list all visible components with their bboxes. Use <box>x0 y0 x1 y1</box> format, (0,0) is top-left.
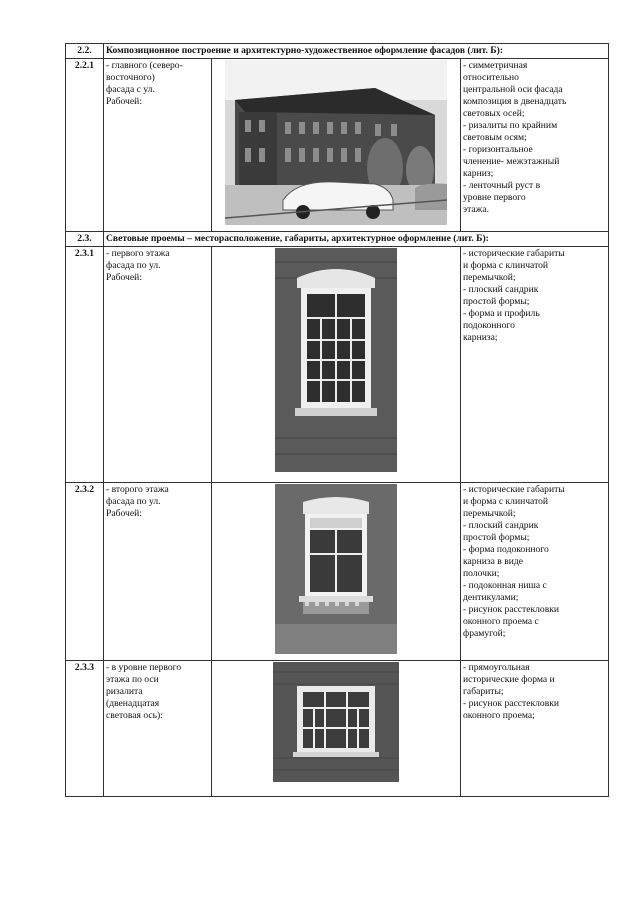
section-number: 2.2. <box>66 44 104 59</box>
location-text: - первого этажа фасада по ул. Рабочей: <box>106 248 170 283</box>
table-row <box>66 661 609 797</box>
location-text: - главного (северо- восточного) фасада с ул. Рабочей: <box>106 60 183 107</box>
window-photo-cell <box>212 661 461 797</box>
table-row <box>66 483 609 661</box>
facade-photo <box>225 60 447 225</box>
window-photo <box>275 248 397 472</box>
row-number: 2.2.1 <box>66 59 104 232</box>
notes-text: - симметричная относительно центральной оси фасада композиция в двенадцать световых осей; - ризалиты по крайним световым осям; - горизонтальное членение- межэтажный карниз; - ленточный руст в уровне первого этажа. <box>463 60 567 215</box>
window-photo-cell <box>212 247 461 483</box>
row-location <box>104 59 212 232</box>
window-photo <box>275 484 397 654</box>
row-notes <box>461 247 609 483</box>
document-table <box>65 43 609 797</box>
window-photo <box>273 662 399 782</box>
location-text: - в уровне первого этажа по оси ризалита (двенадцатая световая ось): <box>106 662 182 721</box>
section-title: Световые проемы – месторасположение, габариты, архитектурное оформление (лит. Б): <box>104 232 609 247</box>
row-location <box>104 247 212 483</box>
window-photo-cell <box>212 483 461 661</box>
row-notes <box>461 661 609 797</box>
row-number: 2.3.3 <box>66 661 104 797</box>
row-notes <box>461 59 609 232</box>
row-location <box>104 483 212 661</box>
section-row-2-2 <box>66 44 609 59</box>
row-number: 2.3.1 <box>66 247 104 483</box>
notes-text: - исторические габариты и форма с клинчатой перемычкой; - плоский сандрик простой формы; - форма подоконного карниза в виде полочки; - подоконная ниша с дентикулами; - рисунок расстекловки оконного проема с фрамугой; <box>463 484 565 639</box>
row-number: 2.3.2 <box>66 483 104 661</box>
notes-text: - прямоугольная исторические форма и габариты; - рисунок расстекловки оконного проема; <box>463 662 560 721</box>
row-notes <box>461 483 609 661</box>
section-row-2-3 <box>66 232 609 247</box>
facade-photo-cell <box>212 59 461 232</box>
notes-text: - исторические габариты и форма с клинчатой перемычкой; - плоский сандрик простой формы; - форма и профиль подоконного карниза; <box>463 248 565 343</box>
section-number: 2.3. <box>66 232 104 247</box>
location-text: - второго этажа фасада по ул. Рабочей: <box>106 484 169 519</box>
table-row <box>66 59 609 232</box>
table-row <box>66 247 609 483</box>
section-title: Композиционное построение и архитектурно-художественное оформление фасадов (лит. Б): <box>104 44 609 59</box>
row-location <box>104 661 212 797</box>
